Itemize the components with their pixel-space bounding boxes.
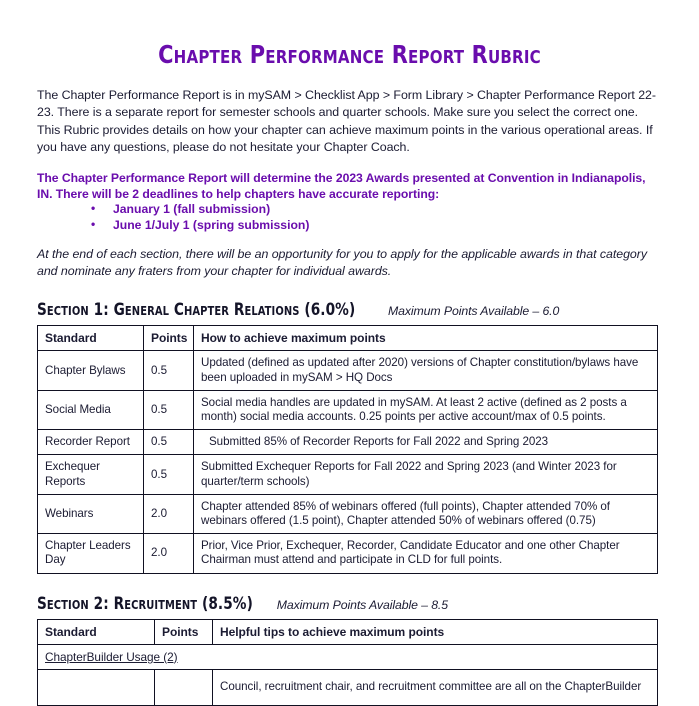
row-standard: Social Media (38, 390, 144, 429)
section-2-title: Section 2: Recruitment (8.5%) (37, 593, 253, 613)
row-detail: Chapter attended 85% of webinars offered (full points), Chapter attended 70% of webinars offered (1.5 point), Chapter attended 50% of webinars offered (0.75) (194, 494, 658, 533)
section-2-table (37, 619, 658, 706)
row-standard: Chapter Bylaws (38, 351, 144, 390)
column-header-points: Points (144, 326, 194, 351)
intro-paragraph: The Chapter Performance Report is in mySAM > Checklist App > Form Library > Chapter Performance Report 22-23. There is a separate report for semester schools and quarter schools. Make sure you select the correct one. This Rubric provides details on how your chapter can achieve maximum points in the various operational areas. If you have any questions, please do not hesitate your Chapter Coach. (37, 88, 656, 155)
row-standard: Exchequer Reports (38, 455, 144, 494)
column-header-standard: Standard (38, 619, 155, 644)
subheader-cell (38, 644, 658, 669)
section-1-max-points: Maximum Points Available – 6.0 (387, 304, 560, 319)
row-detail: Updated (defined as updated after 2020) versions of Chapter constitution/bylaws have been uploaded in mySAM > HQ Docs (194, 351, 658, 390)
column-header-points: Points (155, 619, 213, 644)
row-standard: Recorder Report (38, 430, 144, 455)
table-row (38, 670, 658, 706)
section-1-heading (37, 280, 662, 325)
section-2-heading (37, 574, 662, 619)
table-row (38, 390, 658, 429)
row-points: 2.0 (144, 494, 194, 533)
row-detail: Submitted 85% of Recorder Reports for Fall 2022 and Spring 2023 (194, 430, 658, 455)
list-item: • June 1/July 1 (spring submission) (87, 218, 662, 234)
row-points: 2.0 (144, 534, 194, 573)
table-row (38, 430, 658, 455)
page-title: Chapter Performance Report Rubric (158, 40, 541, 69)
row-standard (38, 670, 155, 706)
section-1-title: Section 1: General Chapter Relations (6.0%) (37, 300, 356, 320)
table-subheader-row (38, 644, 658, 669)
table-row (38, 534, 658, 573)
row-detail: Council, recruitment chair, and recruitment committee are all on the ChapterBuilder (213, 670, 658, 706)
section-2-max-points: Maximum Points Available – 8.5 (276, 597, 448, 612)
row-points: 0.5 (144, 390, 194, 429)
row-points (155, 670, 213, 706)
row-detail: Submitted Exchequer Reports for Fall 2022 and Spring 2023 (and Winter 2023 for quarter/term schools) (194, 455, 658, 494)
row-points: 0.5 (144, 430, 194, 455)
awards-note: At the end of each section, there will be an opportunity for you to apply for the applicable awards in that category and nominate any fraters from your chapter for individual awards. (37, 247, 647, 279)
row-points: 0.5 (144, 351, 194, 390)
column-header-how: Helpful tips to achieve maximum points (213, 619, 658, 644)
table-row (38, 455, 658, 494)
column-header-how: How to achieve maximum points (194, 326, 658, 351)
subheader-label: ChapterBuilder Usage (2) (45, 649, 178, 664)
table-row (38, 351, 658, 390)
table-header-row (38, 326, 658, 351)
row-points: 0.5 (144, 455, 194, 494)
row-detail: Social media handles are updated in mySAM. At least 2 active (defined as 2 posts a month) social media accounts. 0.25 points per active account/max of 0.5 points. (194, 390, 658, 429)
row-detail: Prior, Vice Prior, Exchequer, Recorder, Candidate Educator and one other Chapter Chairman must attend and participate in CLD for full points. (194, 534, 658, 573)
section-1-table (37, 325, 658, 573)
table-row (38, 494, 658, 533)
column-header-standard: Standard (38, 326, 144, 351)
row-standard: Chapter Leaders Day (38, 534, 144, 573)
table-header-row (38, 619, 658, 644)
highlight-paragraph: The Chapter Performance Report will determine the 2023 Awards presented at Convention in Indianapolis, IN. There will be 2 deadlines to help chapters have accurate reporting: (37, 170, 646, 201)
row-standard: Webinars (38, 494, 144, 533)
deadline-list (37, 202, 662, 233)
list-item: • January 1 (fall submission) (87, 202, 662, 218)
